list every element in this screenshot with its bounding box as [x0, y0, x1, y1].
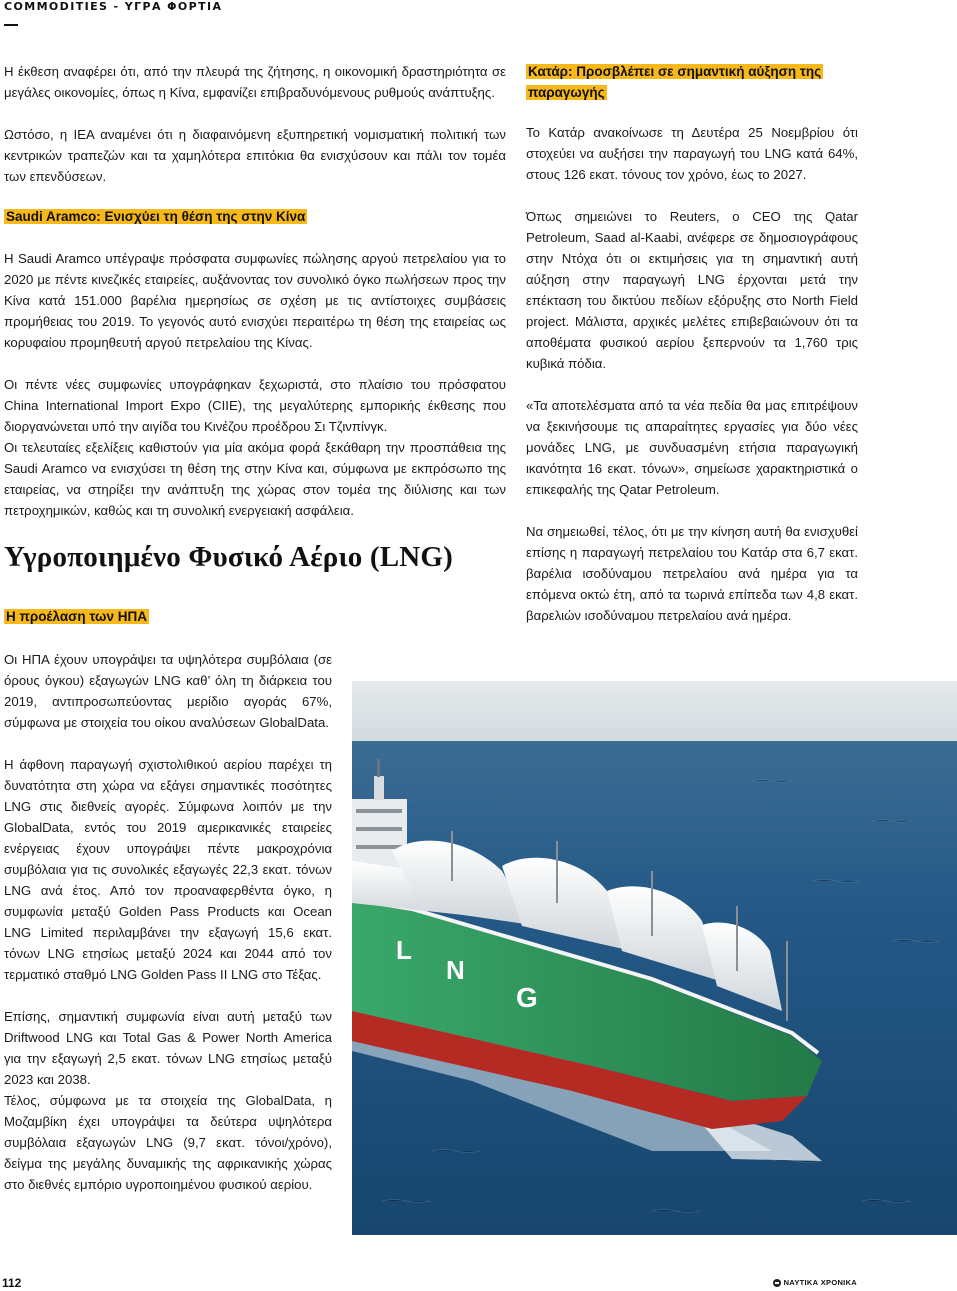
- usa-paragraph-1: Οι ΗΠΑ έχουν υπογράψει τα υψηλότερα συμβόλαια (σε όρους όγκου) εξαγωγών LNG καθ’ όλη τη διάρκεια του 2019, αντιπροσωπεύοντας μερίδιο αγοράς 67%, σύμφωνα με στοιχεία του οίκου αναλύσεων GlobalData.: [4, 652, 332, 730]
- aramco-paragraph-1: Η Saudi Aramco υπέγραψε πρόσφατα συμφωνίες πώλησης αργού πετρελαίου για το 2020 με πέντε κινεζικές εταιρείες, αυξάνοντας τον συνολικό όγκο πωλήσεων προς την Κίνα κατά 151.000 βαρέλια ημερησίως σε σχέση με τις αντίστοιχες συμβάσεις προμήθειας του 2019. Το γεγονός αυτό ενισχύει περαιτέρω τη θέση της εταιρείας ως κορυφαίου προμηθευτή αργού πετρελαίου της Κίνας.: [4, 251, 506, 350]
- qatar-paragraph-1: Το Κατάρ ανακοίνωσε τη Δευτέρα 25 Νοεμβρίου ότι στοχεύει να αυξήσει την παραγωγή του LNG κατά 64%, στους 126 εκατ. τόνους τον χρόνο, έως το 2027.: [526, 125, 858, 182]
- usa-paragraph-3: Επίσης, σημαντική συμφωνία είναι αυτή μεταξύ των Driftwood LNG και Total Gas & Power North America για την εξαγωγή 2,5 εκατ. τόνων LNG ετησίως μεταξύ 2023 και 2038.: [4, 1009, 332, 1087]
- hull-letter-l: L: [396, 935, 412, 965]
- lng-carrier-photo: [352, 681, 957, 1235]
- qatar-heading: [526, 61, 856, 103]
- usa-heading-text: Η προέλαση των ΗΠΑ: [6, 609, 147, 624]
- aramco-heading: [4, 206, 506, 227]
- section-divider: [4, 24, 18, 26]
- brand-logo-icon: [773, 1279, 781, 1287]
- usa-paragraph-4: Τέλος, σύμφωνα με τα στοιχεία της GlobalData, η Μοζαμβίκη έχει υπογράψει τα δεύτερα υψηλότερα συμβόλαια εξαγωγών LNG (9,7 εκατ. τόνοι/χρόνο), δείγμα της μεγάλης δυναμικής της αφρικανικής χώρας στο διεθνές εμπόριο υγροποιημένου φυσικού αερίου.: [4, 1093, 332, 1192]
- brand-name: ΝΑΥΤΙΚΑ ΧΡΟΝΙΚΑ: [783, 1278, 857, 1287]
- intro-paragraph-1: Η έκθεση αναφέρει ότι, από την πλευρά της ζήτησης, η οικονομική δραστηριότητα σε μεγάλες οικονομίες, όπως η Κίνα, εμφανίζει επιβραδυνόμενους ρυθμούς ανάπτυξης.: [4, 64, 506, 100]
- hull-letter-n: N: [446, 955, 465, 985]
- page-number: 112: [2, 1276, 22, 1290]
- aramco-paragraph-3: Οι τελευταίες εξελίξεις καθιστούν για μία ακόμα φορά ξεκάθαρη την προσπάθεια της Saudi Aramco να ενισχύσει τη θέση της στην Κίνα και, σύμφωνα με εκπρόσωπο της εταιρείας, να στηρίξει την ανάπτυξη της χώρας στον τομέα της διύλισης και των πετροχημικών, καθώς και τη συνολική ενεργειακή ασφάλεια.: [4, 440, 506, 518]
- publication-brand: [773, 1278, 857, 1287]
- qatar-paragraph-3: «Τα αποτελέσματα από τα νέα πεδία θα μας επιτρέψουν να ξεκινήσουμε τις απαραίτητες εργασίες για δύο νέες μονάδες LNG, με συνδυασμένη ετήσια παραγωγική ικανότητα 16 εκατ. τόνων», σημείωσε χαρακτηριστικά ο επικεφαλής της Qatar Petroleum.: [526, 398, 858, 497]
- usa-heading: [4, 606, 334, 627]
- qatar-paragraph-4: Να σημειωθεί, τέλος, ότι με την κίνηση αυτή θα ενισχυθεί επίσης η παραγωγή πετρελαίου του Κατάρ στα 6,7 εκατ. βαρέλια ισοδύναμου πετρελαίου ανά ημέρα για τα επόμενα οκτώ έτη, από τα τωρινά επίπεδα των 4,8 εκατ. βαρελιών ισοδύναμου πετρελαίου ανά ημέρα.: [526, 524, 858, 623]
- qatar-paragraph-2: Όπως σημειώνει το Reuters, ο CEO της Qatar Petroleum, Saad al-Kaabi, ανέφερε σε δημοσιογράφους στην Ντόχα ότι οι εκτιμήσεις για τη σημαντική αυτή αύξηση στην παραγωγή LNG έρχονται μετά την επέκταση του δικτύου πεδίων εξόρυξης στο North Field project. Μάλιστα, αρχικές μελέτες επιβεβαιώνουν ότι τα αποθέματα φυσικού αερίου ξεπερνούν τα 1,760 τρις κυβικά πόδια.: [526, 209, 858, 371]
- aramco-heading-text: Saudi Aramco: Ενισχύει τη θέση της στην Κίνα: [6, 209, 306, 224]
- aramco-paragraph-2: Οι πέντε νέες συμφωνίες υπογράφηκαν ξεχωριστά, στο πλαίσιο του πρόσφατου China International Import Expo (CIIE), της μεγαλύτερης εμπορικής έκθεσης που διοργανώνεται υπό την αιγίδα του Κινέζου προέδρου Σι Τζινπίνγκ.: [4, 377, 506, 434]
- intro-paragraph-2: Ωστόσο, η IEA αναμένει ότι η διαφαινόμενη εξυπηρετική νομισματική πολιτική των κεντρικών τραπεζών και τα χαμηλότερα επιτόκια θα ενισχύσουν και πάλι τον τομέα των επενδύσεων.: [4, 127, 506, 184]
- section-label: COMMODITIES - ΥΓΡΑ ΦΟΡΤΙΑ: [4, 0, 223, 13]
- sky: [352, 681, 957, 751]
- hull-letter-g: G: [516, 982, 538, 1013]
- usa-paragraph-2: Η άφθονη παραγωγή σχιστολιθικού αερίου παρέχει τη δυνατότητα στη χώρα να εξάγει σημαντικές ποσότητες LNG στις διεθνείς αγορές. Σύμφωνα λοιπόν με την GlobalData, εντός του 2019 αμερικανικές εταιρείες ενέργειας έχουν υπογράψει πέντε μακροχρόνια συμβόλαια για τις συνολικές εξαγωγές 22,3 εκατ. τόνων LNG ανά έτος. Από τον προαναφερθέντα όγκο, η συμφωνία μεταξύ Golden Pass Products και Ocean LNG Limited περιλαμβάνει την εξαγωγή 15,6 εκατ. τόνων LNG ετησίως μεταξύ 2024 και 2044 από τον τερματικό σταθμό LNG Golden Pass II LNG στο Τέξας.: [4, 757, 332, 982]
- lng-title: Υγροποιημένο Φυσικό Αέριο (LNG): [4, 541, 454, 573]
- qatar-heading-text: Κατάρ: Προσβλέπει σε σημαντική αύξηση της παραγωγής: [528, 64, 822, 100]
